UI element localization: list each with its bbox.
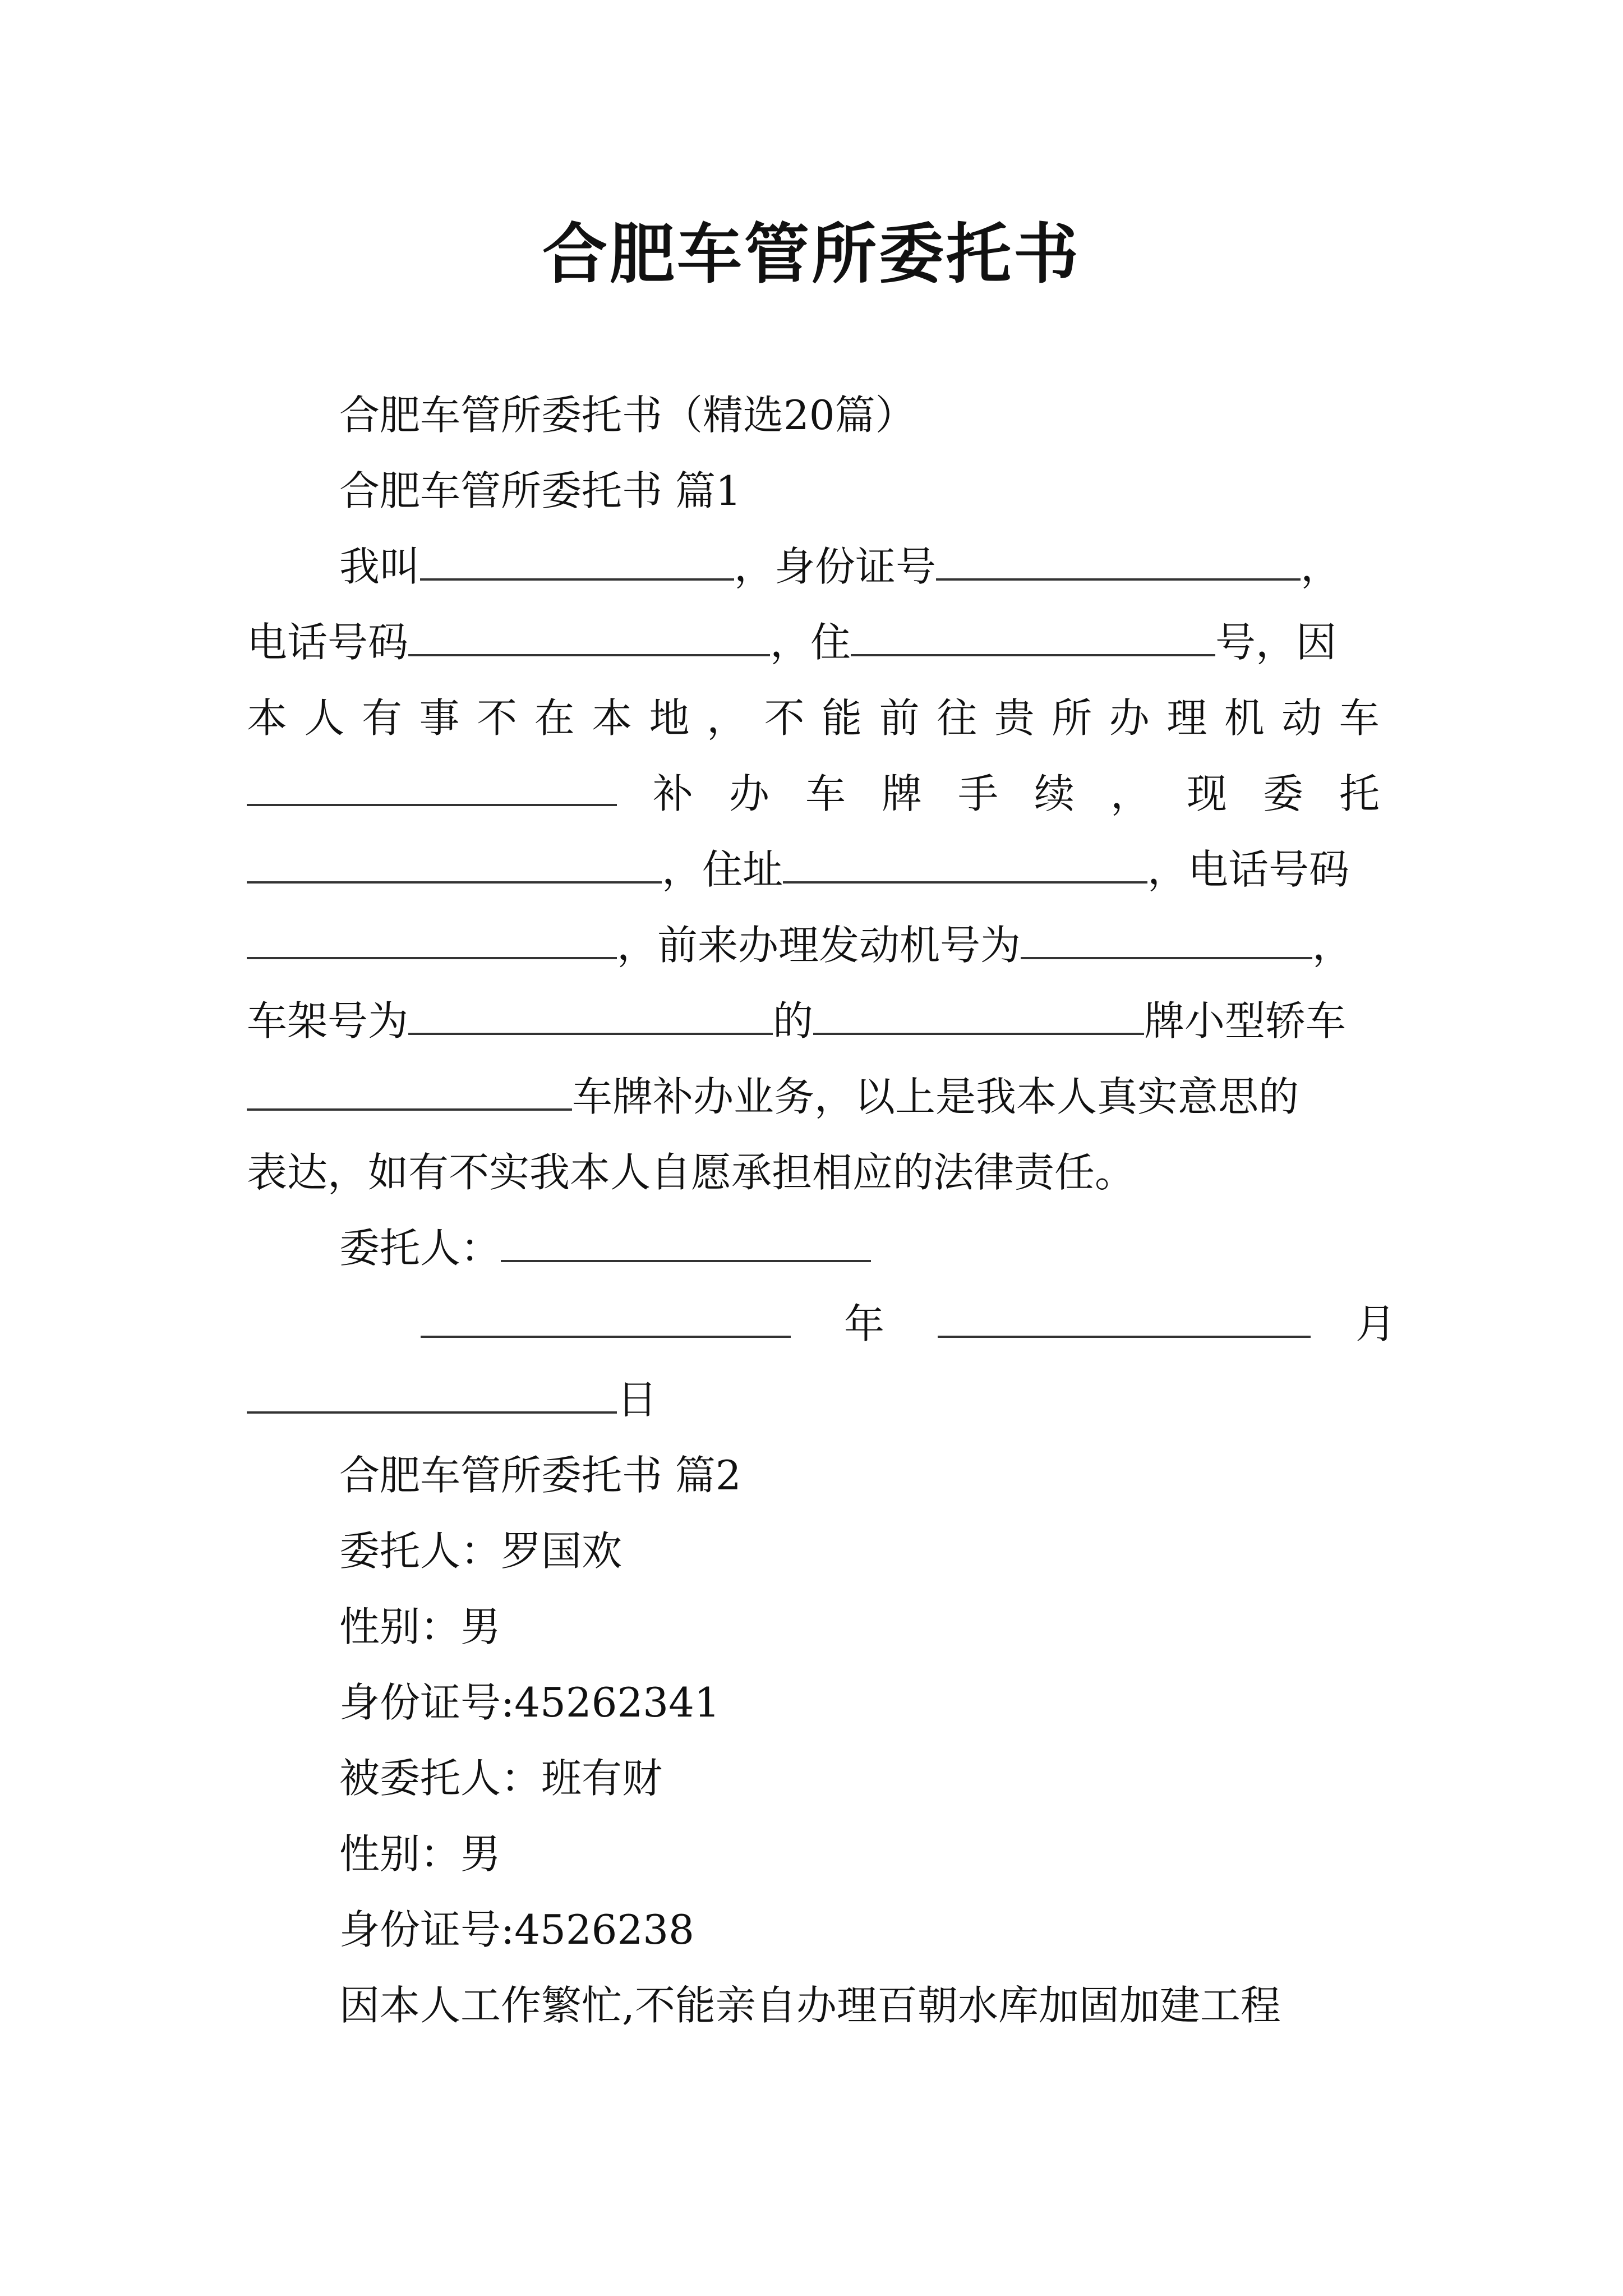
phone-blank[interactable] [408,616,770,656]
text: 电话号码 [247,619,409,666]
s2-agent: 被委托人：班有财 [339,1755,663,1802]
char: 车 [805,770,846,817]
principal-signature-line [247,1220,1380,1276]
vehicle-blank[interactable] [247,766,617,806]
char: 事 [419,694,460,742]
s2-id-2: 身份证号:4526238 [339,1906,694,1953]
char: 手 [957,770,998,817]
text: ，住 [770,619,851,666]
char: 补 [652,770,693,817]
text: ，住址 [662,846,783,893]
name-blank[interactable] [420,540,734,581]
id-number-blank[interactable] [936,540,1301,581]
brand-blank[interactable] [813,995,1144,1035]
char: 能 [822,694,863,742]
text: 委托人： [339,1225,501,1272]
year-blank[interactable] [421,1297,791,1338]
document-title: 合肥车管所委托书 [542,216,1081,292]
date-line [247,1296,1396,1352]
char: 续 [1034,770,1075,817]
text: 的 [773,997,814,1045]
char: 托 [1339,770,1380,817]
text: ， [1301,543,1341,590]
text: ，前来办理发动机号为 [617,922,1021,969]
char: 往 [937,694,978,742]
char: 办 [728,770,769,817]
char: 理 [1166,694,1207,742]
day-label: 日 [617,1376,658,1423]
frame-number-blank[interactable] [408,995,773,1035]
char: 在 [534,694,575,742]
text: 牌小型轿车 [1144,997,1347,1045]
char: 本 [592,694,633,742]
char: 有 [362,694,403,742]
char: 委 [1262,770,1303,817]
char: 车 [1339,694,1380,742]
p1-line-9: 表达，如有不实我本人自愿承担相应的法律责任。 [247,1149,1136,1196]
p1-line-2 [247,614,1380,670]
char: 办 [1109,694,1150,742]
p1-line-3 [247,690,1380,746]
day-line [247,1372,1380,1428]
char: ， [1110,770,1151,817]
address-blank[interactable] [851,616,1215,656]
char: 前 [879,694,920,742]
s2-last-line: 因本人工作繁忙,不能亲自办理百朝水库加固加建工程 [339,1982,1281,2029]
section-heading-2: 合肥车管所委托书 篇2 [339,1452,741,1499]
p1-line-6 [247,917,1380,973]
principal-signature-blank[interactable] [501,1222,871,1262]
s2-principal: 委托人：罗国欢 [339,1527,623,1575]
char: ， [707,694,748,742]
text: 我叫 [339,543,421,590]
s2-gender-1: 性别：男 [339,1603,501,1650]
p1-line-4 [247,766,1380,822]
p1-line-8 [247,1069,1380,1125]
p1-line-1 [247,539,1380,595]
agent-phone-blank[interactable] [247,919,617,959]
char: 不 [764,694,805,742]
char: 本 [247,694,288,742]
char: 人 [304,694,345,742]
text: 号，因 [1215,619,1337,666]
month-label: 月 [1355,1300,1396,1347]
char: 牌 [881,770,922,817]
s2-id-1: 身份证号:45262341 [339,1679,720,1726]
char: 不 [477,694,518,742]
day-blank[interactable] [247,1373,617,1414]
char: 机 [1224,694,1265,742]
char: 地 [649,694,690,742]
text: ，身份证号 [734,543,937,590]
month-blank[interactable] [938,1297,1311,1338]
engine-number-blank[interactable] [1021,919,1312,959]
text: ，电话号码 [1147,846,1350,893]
text: 车牌补办业务，以上是我本人真实意思的 [572,1073,1299,1120]
year-label: 年 [844,1300,885,1347]
section-heading-1: 合肥车管所委托书 篇1 [339,467,741,514]
plate-blank[interactable] [247,1070,572,1111]
text: ， [1312,922,1353,969]
s2-gender-2: 性别：男 [339,1830,501,1878]
agent-address-blank[interactable] [783,843,1147,884]
p1-line-7 [247,993,1380,1049]
agent-name-blank[interactable] [247,843,662,884]
text: 车架号为 [247,997,409,1045]
p1-line-5 [247,841,1380,898]
char: 贵 [994,694,1035,742]
subtitle: 合肥车管所委托书（精选20篇） [339,392,916,439]
char: 现 [1186,770,1227,817]
char: 动 [1281,694,1322,742]
char: 所 [1052,694,1092,742]
